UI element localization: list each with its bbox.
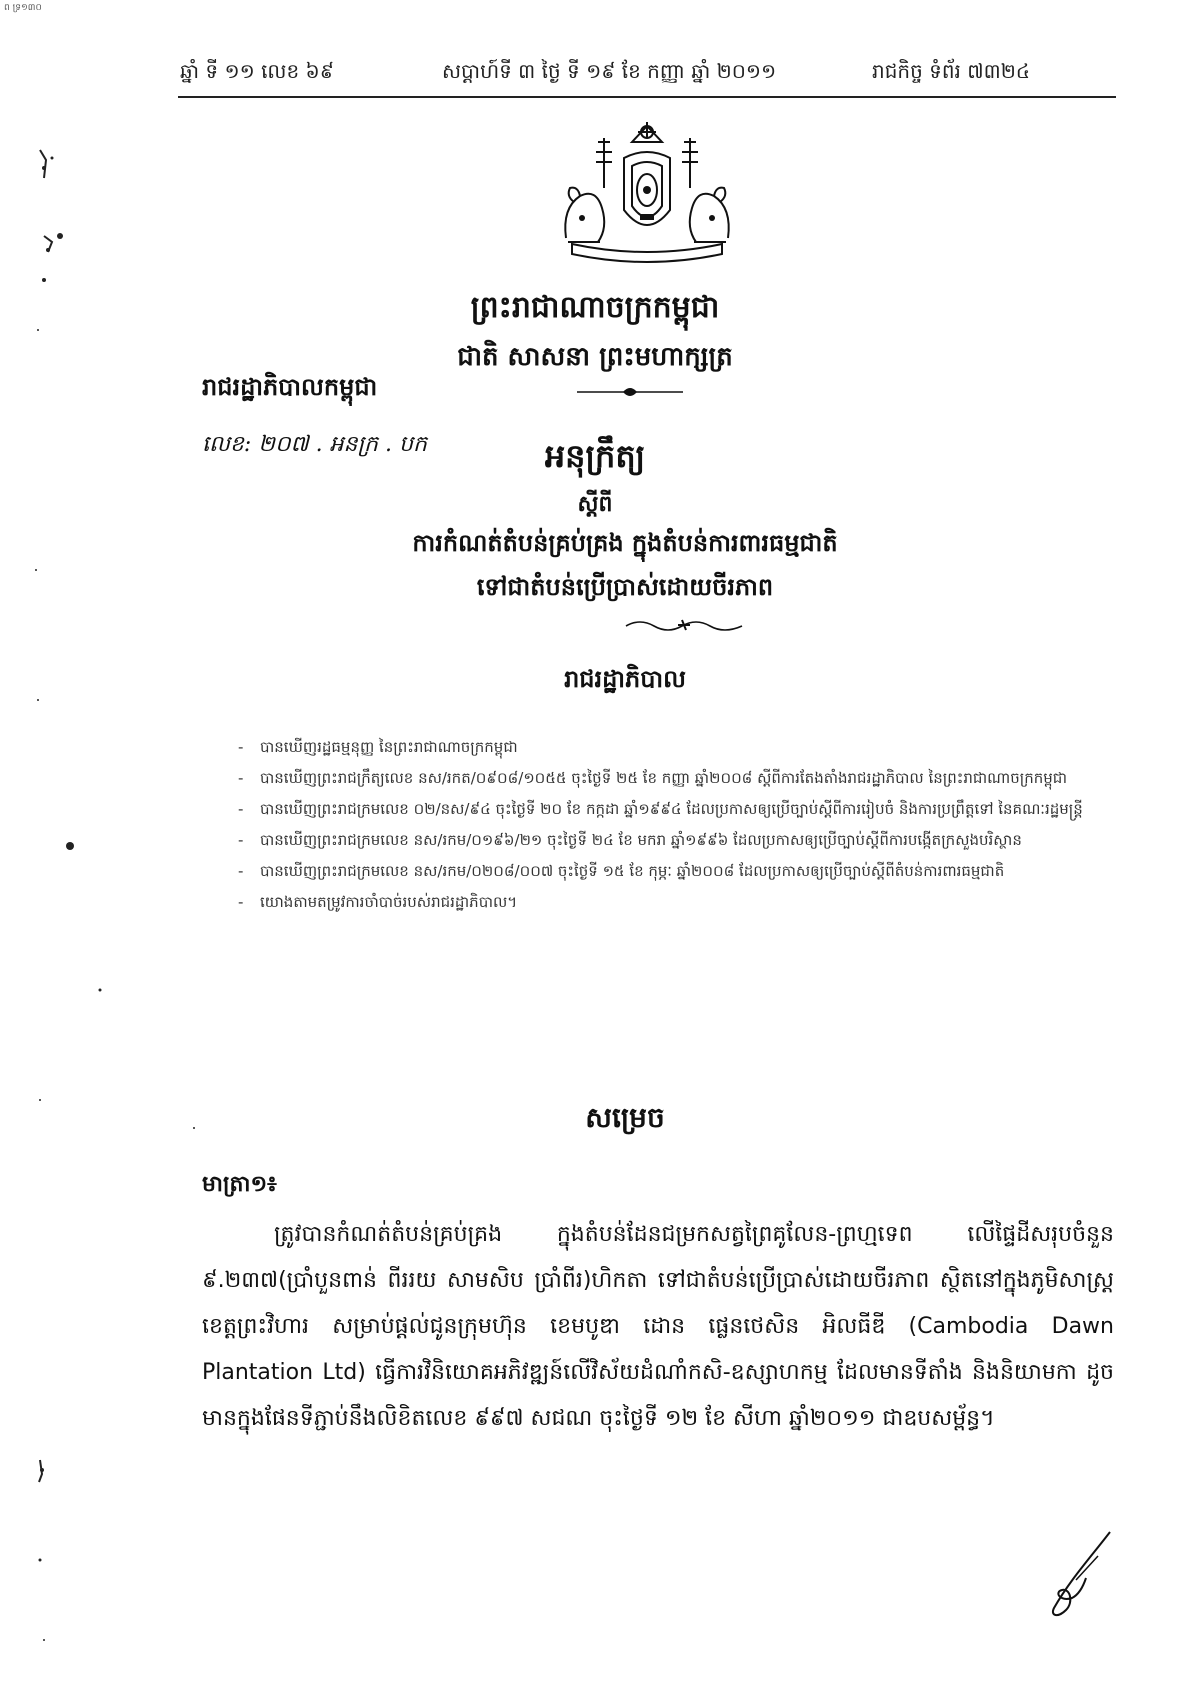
article-1-text: ត្រូវបានកំណត់តំបន់គ្រប់គ្រង ក្នុងតំបន់ដែនជម្រកសត្វព្រៃគូលែន-ព្រហ្មទេព លើផ្ទៃដីសរុបចំនួន ៩.២៣៧(ប្រាំបួនពាន់ ពីររយ សាមសិប ប្រាំពីរ)ហិកតា ទៅជាតំបន់ប្រើប្រាស់ដោយចីរភាព ស្ថិតនៅក្នុងភូមិសាស្ត្រខេត្តព្រះវិហារ សម្រាប់ផ្តល់ជូនក្រុមហ៊ុន ខេមបូឌា ដោន ផ្លេនថេសិន អិលធីឌី (Cambodia Dawn Plantation Ltd) ធ្វើការវិនិយោគអភិវឌ្ឍន៍លើវិស័យដំណាំកសិ-ឧស្សាហកម្ម ដែលមានទីតាំង និងនិយាមកា ដូចមានក្នុងផែនទីភ្ជាប់នឹងលិខិតលេខ ៩៩៧ សជណ ចុះថ្ងៃទី ១២ ខែ សីហា ឆ្នាំ២០១១ ជាឧបសម្ព័ន្ធ។	[202, 1222, 1114, 1431]
reference-item: - បានឃើញព្រះរាជក្រមលេខ នស/រកម/០១៩៦/២១ ចុះថ្ងៃទី ២៤ ខែ មករា ឆ្នាំ១៩៩៦ ដែលប្រកាសឲ្យប្រើច្បាប់ស្តីពីការបង្កើតក្រសួងបរិស្ថាន	[238, 825, 1114, 856]
reference-item: - បានឃើញព្រះរាជក្រឹត្យលេខ នស/រកត/០៩០៨/១០៥៥ ចុះថ្ងៃទី ២៥ ខែ កញ្ញា ឆ្នាំ២០០៨ ស្តីពីការតែងតាំងរាជរដ្ឋាភិបាល នៃព្រះរាជាណាចក្រកម្ពុជា	[238, 763, 1114, 794]
divider-ornament-icon	[575, 386, 685, 398]
gazette-date: សប្តាហ៍ទី ៣ ថ្ងៃ ទី ១៩ ខែ កញ្ញា ឆ្នាំ ២០១១	[442, 59, 777, 83]
reference-item: - បានឃើញរដ្ឋធម្មនុញ្ញ នៃព្រះរាជាណាចក្រកម្ពុជា	[238, 732, 1114, 763]
reference-item: - យោងតាមតម្រូវការចាំបាច់របស់រាជរដ្ឋាភិបាល។	[238, 887, 1114, 918]
reference-item: - បានឃើញព្រះរាជក្រមលេខ នស/រកម/០២០៨/០០៧ ចុះថ្ងៃទី ១៥ ខែ កុម្ភៈ ឆ្នាំ២០០៨ ដែលប្រកាសឲ្យប្រើច្បាប់ស្តីពីតំបន់ការពារធម្មជាតិ	[238, 856, 1114, 887]
document-type: អនុក្រឹត្យ	[544, 437, 646, 475]
legal-references	[238, 732, 1114, 918]
national-motto: ជាតិ សាសនា ព្រះមហាក្សត្រ	[457, 342, 733, 372]
signature-initials-icon	[1040, 1528, 1116, 1620]
gazette-year-issue: ឆ្នាំ ទី ១១ លេខ ៦៩	[180, 59, 334, 83]
title-line-2: ទៅជាតំបន់ប្រើប្រាស់ដោយចីរភាព	[476, 573, 774, 601]
kingdom-name: ព្រះរាជាណាចក្រកម្ពុជា	[470, 290, 720, 325]
title-on: ស្តីពី	[577, 492, 613, 517]
flourish-ornament-icon	[624, 618, 744, 632]
royal-coat-of-arms-icon	[552, 118, 742, 272]
article-1-heading: មាត្រា១៖	[202, 1172, 277, 1197]
decree-number: លេខ: ២០៧ . អនក្រ . បក	[202, 432, 427, 457]
decision-heading: សម្រេច	[585, 1101, 665, 1134]
issuing-government: រាជរដ្ឋាភិបាលកម្ពុជា	[202, 373, 378, 401]
header-rule	[178, 96, 1116, 98]
gazette-page: រាជកិច្ច ទំព័រ ៧៣២៤	[872, 59, 1031, 83]
corner-mark: ព ទ្រ១៣០	[4, 3, 42, 13]
reference-item: - បានឃើញព្រះរាជក្រមលេខ ០២/នស/៩៤ ចុះថ្ងៃទី ២០ ខែ កក្កដា ឆ្នាំ១៩៩៤ ដែលប្រកាសឲ្យប្រើច្បាប់ស្តីពីការរៀបចំ និងការប្រព្រឹត្តទៅ នៃគណៈរដ្ឋមន្ត្រី	[238, 794, 1114, 825]
issuer-heading: រាជរដ្ឋាភិបាល	[564, 665, 686, 693]
title-line-1: ការកំណត់តំបន់គ្រប់គ្រង ក្នុងតំបន់ការពារធម្មជាតិ	[412, 529, 838, 557]
